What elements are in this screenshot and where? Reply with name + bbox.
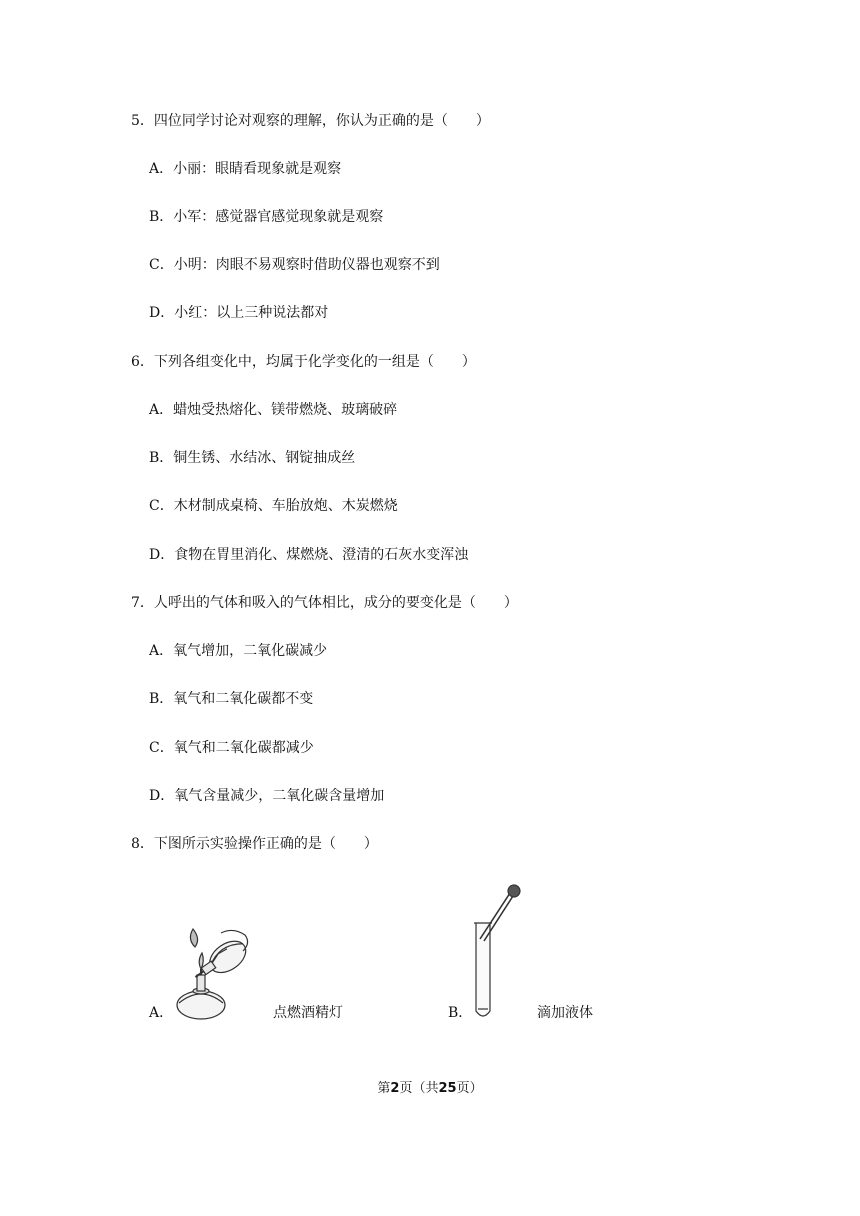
question-7-option-d: D．氧气含量减少，二氧化碳含量增加 bbox=[149, 788, 385, 804]
footer-total-pages: 25 bbox=[438, 1081, 457, 1096]
question-5-stem: 5．四位同学讨论对观察的理解，你认为正确的是（ ） bbox=[131, 113, 490, 129]
question-6-option-a: A．蜡烛受热熔化、镁带燃烧、玻璃破碎 bbox=[149, 402, 398, 418]
question-6-option-d: D．食物在胃里消化、煤燃烧、澄清的石灰水变浑浊 bbox=[149, 547, 469, 563]
question-6-option-b: B．铜生锈、水结冰、钢锭抽成丝 bbox=[149, 450, 356, 466]
dropper-test-tube-illustration bbox=[466, 883, 524, 1023]
question-8-option-a-caption: 点燃酒精灯 bbox=[273, 1005, 343, 1021]
question-7-option-c: C．氧气和二氧化碳都减少 bbox=[149, 740, 314, 756]
question-8-option-b-caption: 滴加液体 bbox=[537, 1005, 593, 1021]
question-5-option-d: D．小红：以上三种说法都对 bbox=[149, 305, 329, 321]
alcohol-lamp-lighting-illustration bbox=[173, 925, 255, 1025]
page-footer bbox=[0, 1077, 860, 1096]
question-8-option-b-letter: B． bbox=[448, 1005, 473, 1021]
question-7-option-a: A．氧气增加，二氧化碳减少 bbox=[149, 643, 328, 659]
question-8-option-a-letter: A． bbox=[149, 1005, 174, 1021]
question-7-option-b: B．氧气和二氧化碳都不变 bbox=[149, 691, 314, 707]
question-8-stem: 8．下图所示实验操作正确的是（ ） bbox=[131, 836, 378, 852]
question-5-option-b: B．小军：感觉器官感觉现象就是观察 bbox=[149, 209, 384, 225]
footer-prefix: 第 bbox=[377, 1081, 391, 1096]
footer-middle: 页（共 bbox=[399, 1081, 439, 1096]
question-6-stem: 6．下列各组变化中，均属于化学变化的一组是（ ） bbox=[131, 354, 476, 370]
footer-page-number: 2 bbox=[390, 1081, 400, 1096]
footer-suffix: 页） bbox=[456, 1081, 483, 1096]
question-5-option-a: A．小丽：眼睛看现象就是观察 bbox=[149, 161, 342, 177]
question-6-option-c: C．木材制成桌椅、车胎放炮、木炭燃烧 bbox=[149, 498, 398, 514]
question-5-option-c: C．小明：肉眼不易观察时借助仪器也观察不到 bbox=[149, 257, 440, 273]
question-7-stem: 7．人呼出的气体和吸入的气体相比，成分的要变化是（ ） bbox=[131, 595, 518, 611]
